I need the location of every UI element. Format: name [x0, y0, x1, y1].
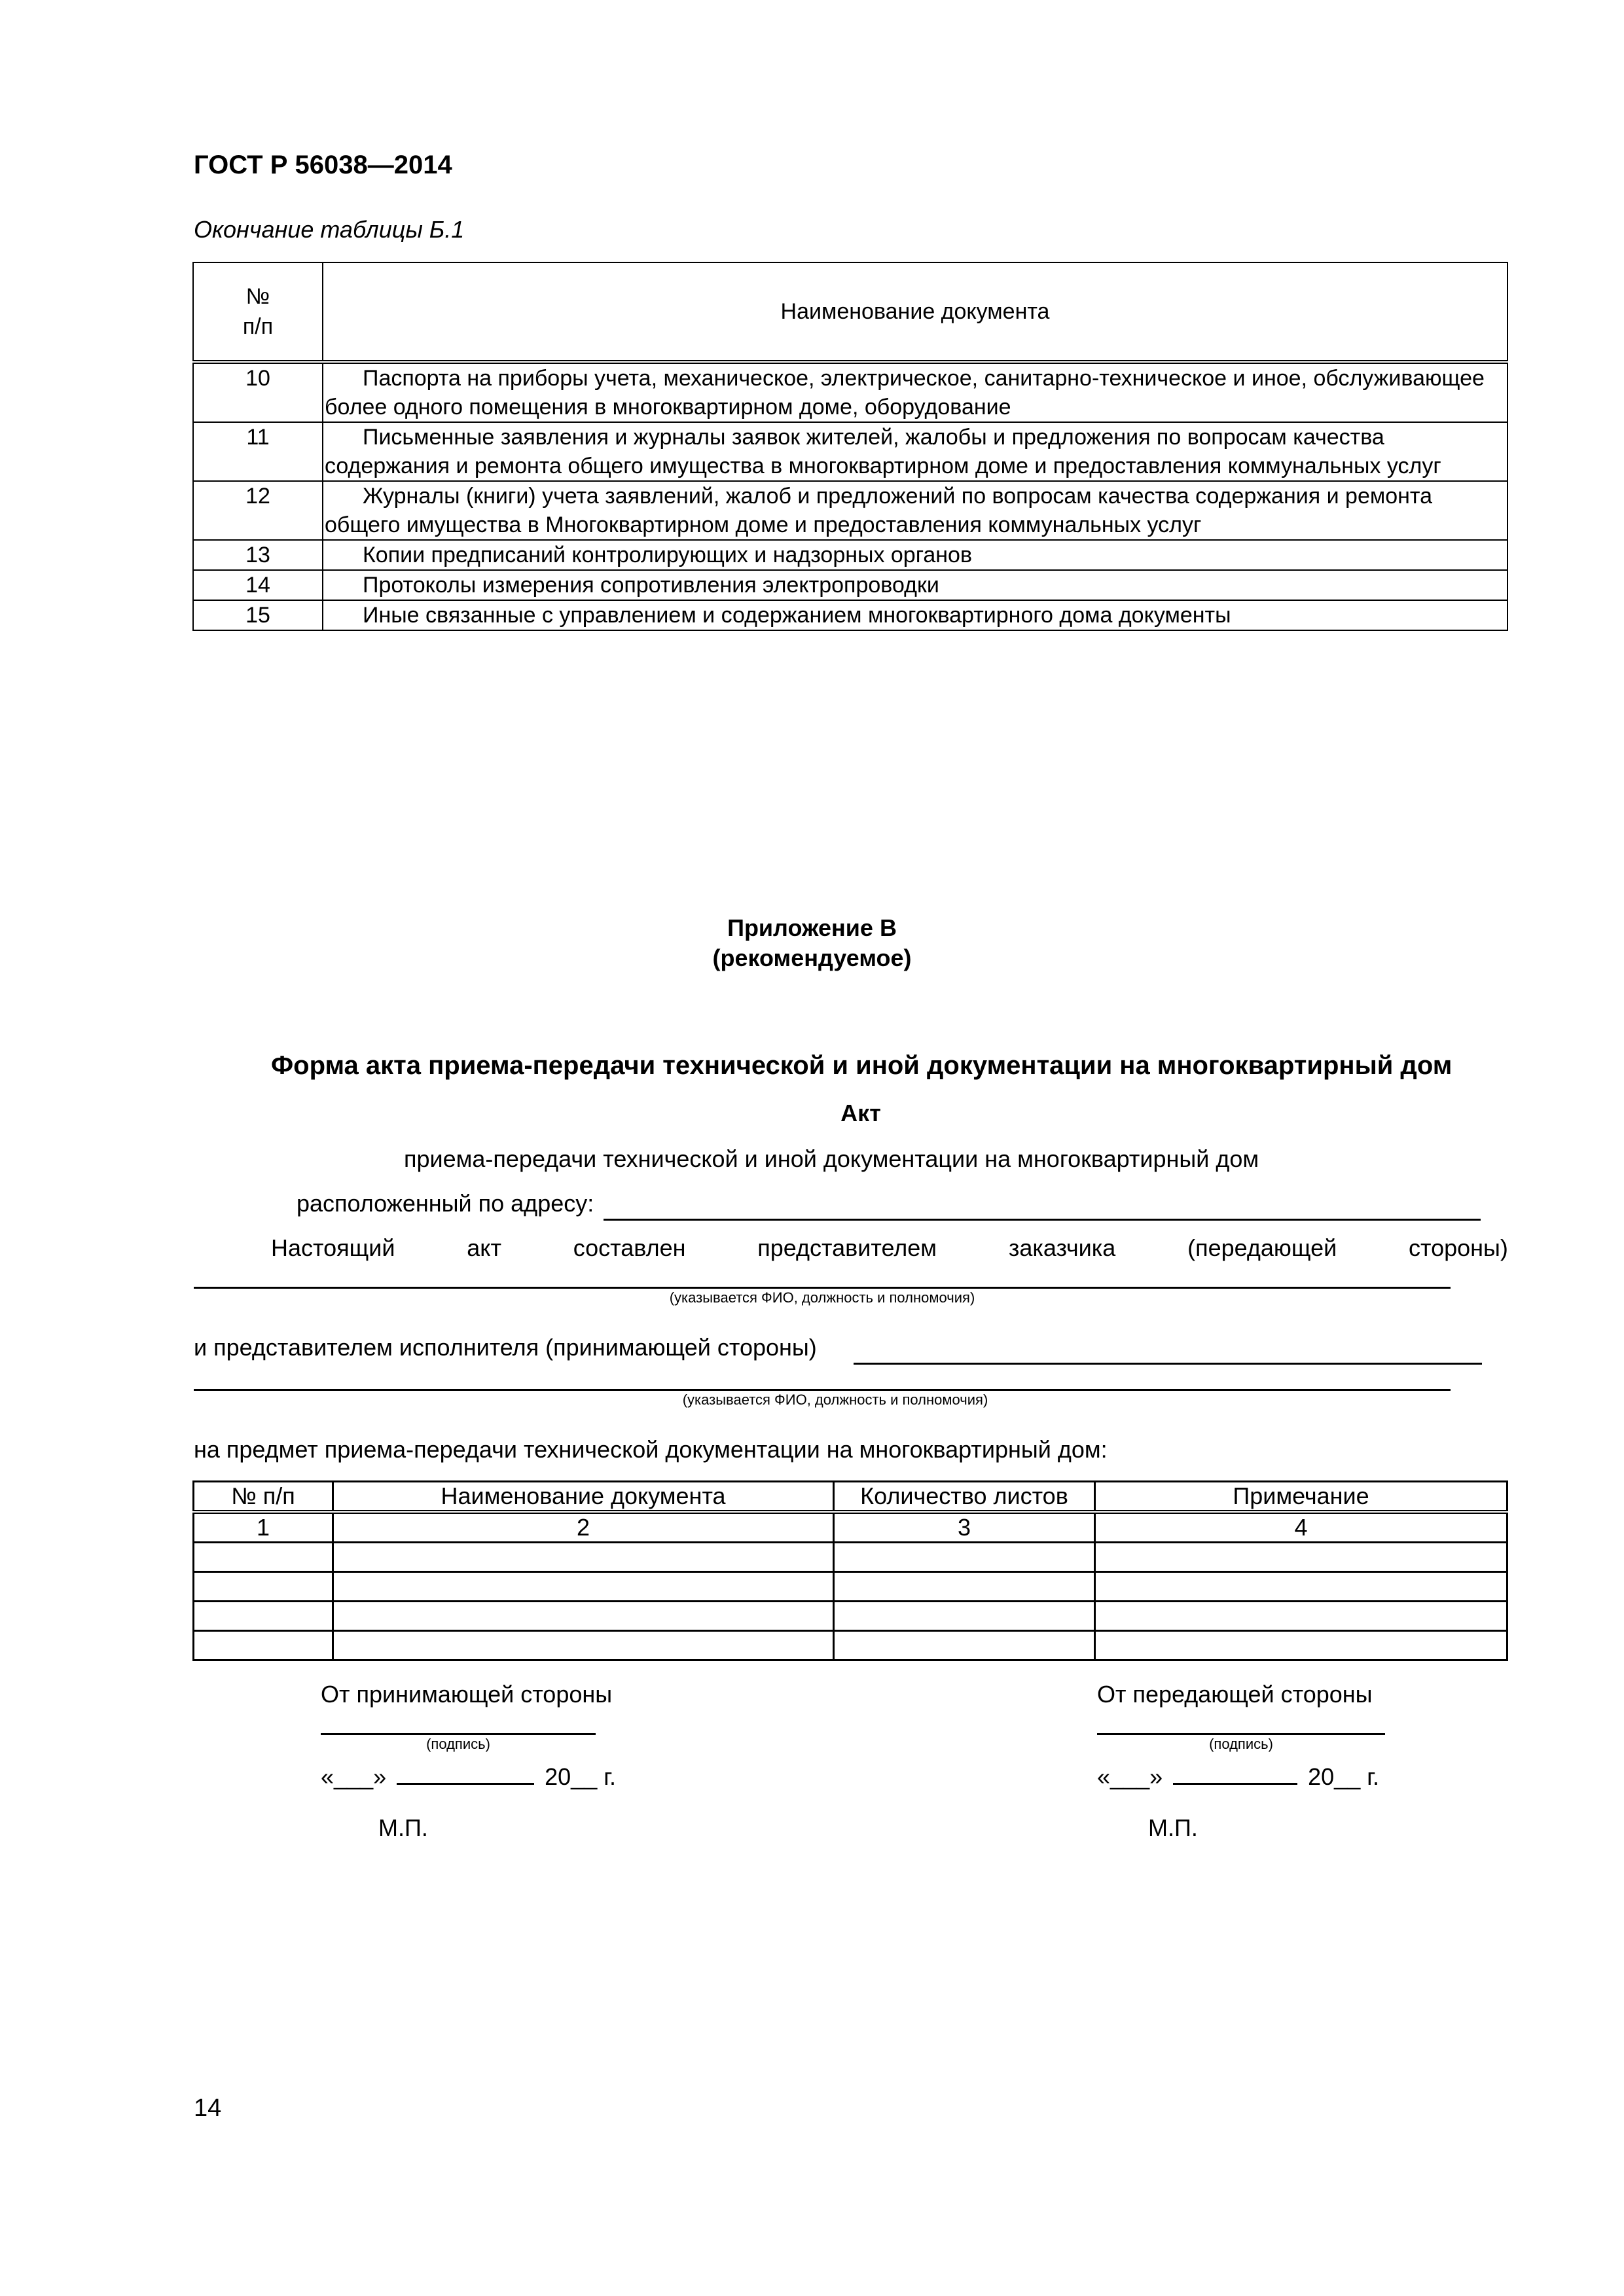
table-cell[interactable] [834, 1572, 1095, 1602]
row-number: 14 [193, 570, 323, 600]
customer-representative-field[interactable] [194, 1287, 1451, 1289]
document-code: ГОСТ Р 56038—2014 [194, 151, 452, 179]
form-title: Форма акта приема-передачи технической и иной документации на многоквартирный дом [271, 1051, 1453, 1080]
table-cell[interactable] [333, 1543, 834, 1572]
table-cell[interactable] [834, 1631, 1095, 1660]
appendix-heading [0, 913, 1624, 973]
table-cell[interactable] [194, 1543, 333, 1572]
table-cell[interactable] [834, 1602, 1095, 1631]
table-cell[interactable] [333, 1602, 834, 1631]
date-month-field[interactable] [1173, 1763, 1297, 1785]
receiving-signature-field[interactable] [321, 1733, 596, 1735]
signature-hint: (подпись) [1209, 1736, 1273, 1752]
fio-hint: (указывается ФИО, должность и полномочия) [669, 1289, 975, 1306]
col-number: 4 [1095, 1512, 1507, 1543]
table-row [193, 570, 1507, 600]
col-number: 3 [834, 1512, 1095, 1543]
customer-word: составлен [573, 1234, 686, 1261]
col-header-note: Примечание [1095, 1482, 1507, 1513]
table-row [194, 1572, 1507, 1602]
table-cell[interactable] [333, 1572, 834, 1602]
col-header-sheets: Количество листов [834, 1482, 1095, 1513]
table-cell[interactable] [834, 1543, 1095, 1572]
row-text: Паспорта на приборы учета, механическое, электрическое, санитарно-техническое и иное, обслуживающее более одного помещения в многоквартирном доме, оборудование [323, 362, 1507, 422]
table-header-row [194, 1482, 1507, 1513]
executor-label: и представителем исполнителя (принимающей стороны) [194, 1334, 817, 1361]
row-number: 15 [193, 600, 323, 630]
customer-word: стороны) [1409, 1234, 1508, 1261]
col-header-number: № п/п [193, 262, 323, 362]
row-text: Иные связанные с управлением и содержанием многоквартирного дома документы [323, 600, 1507, 630]
date-month-field[interactable] [397, 1763, 534, 1785]
subject-text: на предмет приема-передачи технической документации на многоквартирный дом: [194, 1436, 1108, 1463]
stamp-place: М.П. [1148, 1814, 1198, 1841]
date-day-field[interactable]: «___» [321, 1763, 387, 1790]
address-field[interactable] [604, 1219, 1481, 1221]
sending-date [1097, 1763, 1379, 1791]
table-cell[interactable] [194, 1602, 333, 1631]
col-number: 2 [333, 1512, 834, 1543]
table-row [193, 600, 1507, 630]
table-row [194, 1631, 1507, 1660]
table-row [193, 422, 1507, 481]
table-row [194, 1543, 1507, 1572]
table-cell[interactable] [1095, 1631, 1507, 1660]
table-row [194, 1512, 1507, 1543]
date-year: 20__ г. [1308, 1763, 1379, 1790]
customer-word: Настоящий [271, 1234, 395, 1261]
row-text: Протоколы измерения сопротивления электропроводки [323, 570, 1507, 600]
akt-subtitle: приема-передачи технической и иной документации на многоквартирный дом [404, 1145, 1259, 1172]
table-caption: Окончание таблицы Б.1 [194, 216, 465, 243]
executor-field[interactable] [854, 1363, 1482, 1365]
row-number: 10 [193, 362, 323, 422]
transfer-table [192, 1480, 1508, 1661]
table-row [193, 362, 1507, 422]
page-number: 14 [194, 2094, 222, 2122]
executor-representative-field[interactable] [194, 1389, 1451, 1391]
col-header-name: Наименование документа [323, 262, 1507, 362]
row-number: 11 [193, 422, 323, 481]
address-label: расположенный по адресу: [297, 1190, 594, 1217]
table-cell[interactable] [1095, 1543, 1507, 1572]
appendix-title: Приложение В [727, 914, 897, 941]
receiving-date [321, 1763, 616, 1791]
table-cell[interactable] [194, 1572, 333, 1602]
row-number: 12 [193, 481, 323, 540]
col-number: 1 [194, 1512, 333, 1543]
stamp-place: М.П. [378, 1814, 428, 1841]
table-cell[interactable] [1095, 1572, 1507, 1602]
sending-signature-field[interactable] [1097, 1733, 1385, 1735]
table-row [193, 481, 1507, 540]
customer-word: акт [467, 1234, 501, 1261]
customer-word: (передающей [1187, 1234, 1337, 1261]
customer-word: представителем [757, 1234, 937, 1261]
table-cell[interactable] [194, 1631, 333, 1660]
table-cell[interactable] [1095, 1602, 1507, 1631]
col-header-document: Наименование документа [333, 1482, 834, 1513]
date-day-field[interactable]: «___» [1097, 1763, 1163, 1790]
akt-heading: Акт [840, 1100, 881, 1126]
date-year: 20__ г. [545, 1763, 616, 1790]
row-text: Журналы (книги) учета заявлений, жалоб и предложений по вопросам качества содержания и ремонта общего имущества в Многоквартирном доме и предоставления коммунальных услуг [323, 481, 1507, 540]
row-text: Письменные заявления и журналы заявок жителей, жалобы и предложения по вопросам качества содержания и ремонта общего имущества в многоквартирном доме и предоставления коммунальных услуг [323, 422, 1507, 481]
appendix-subtitle: (рекомендуемое) [712, 944, 912, 971]
table-row [194, 1602, 1507, 1631]
row-text: Копии предписаний контролирующих и надзорных органов [323, 540, 1507, 570]
sending-side-label: От передающей стороны [1097, 1681, 1373, 1708]
col-header-number: № п/п [194, 1482, 333, 1513]
documents-table [192, 262, 1508, 631]
fio-hint: (указывается ФИО, должность и полномочия) [682, 1391, 988, 1408]
table-cell[interactable] [333, 1631, 834, 1660]
customer-line [271, 1234, 1508, 1262]
customer-word: заказчика [1008, 1234, 1116, 1261]
row-number: 13 [193, 540, 323, 570]
receiving-side-label: От принимающей стороны [321, 1681, 613, 1708]
signature-hint: (подпись) [426, 1736, 490, 1752]
table-row [193, 540, 1507, 570]
